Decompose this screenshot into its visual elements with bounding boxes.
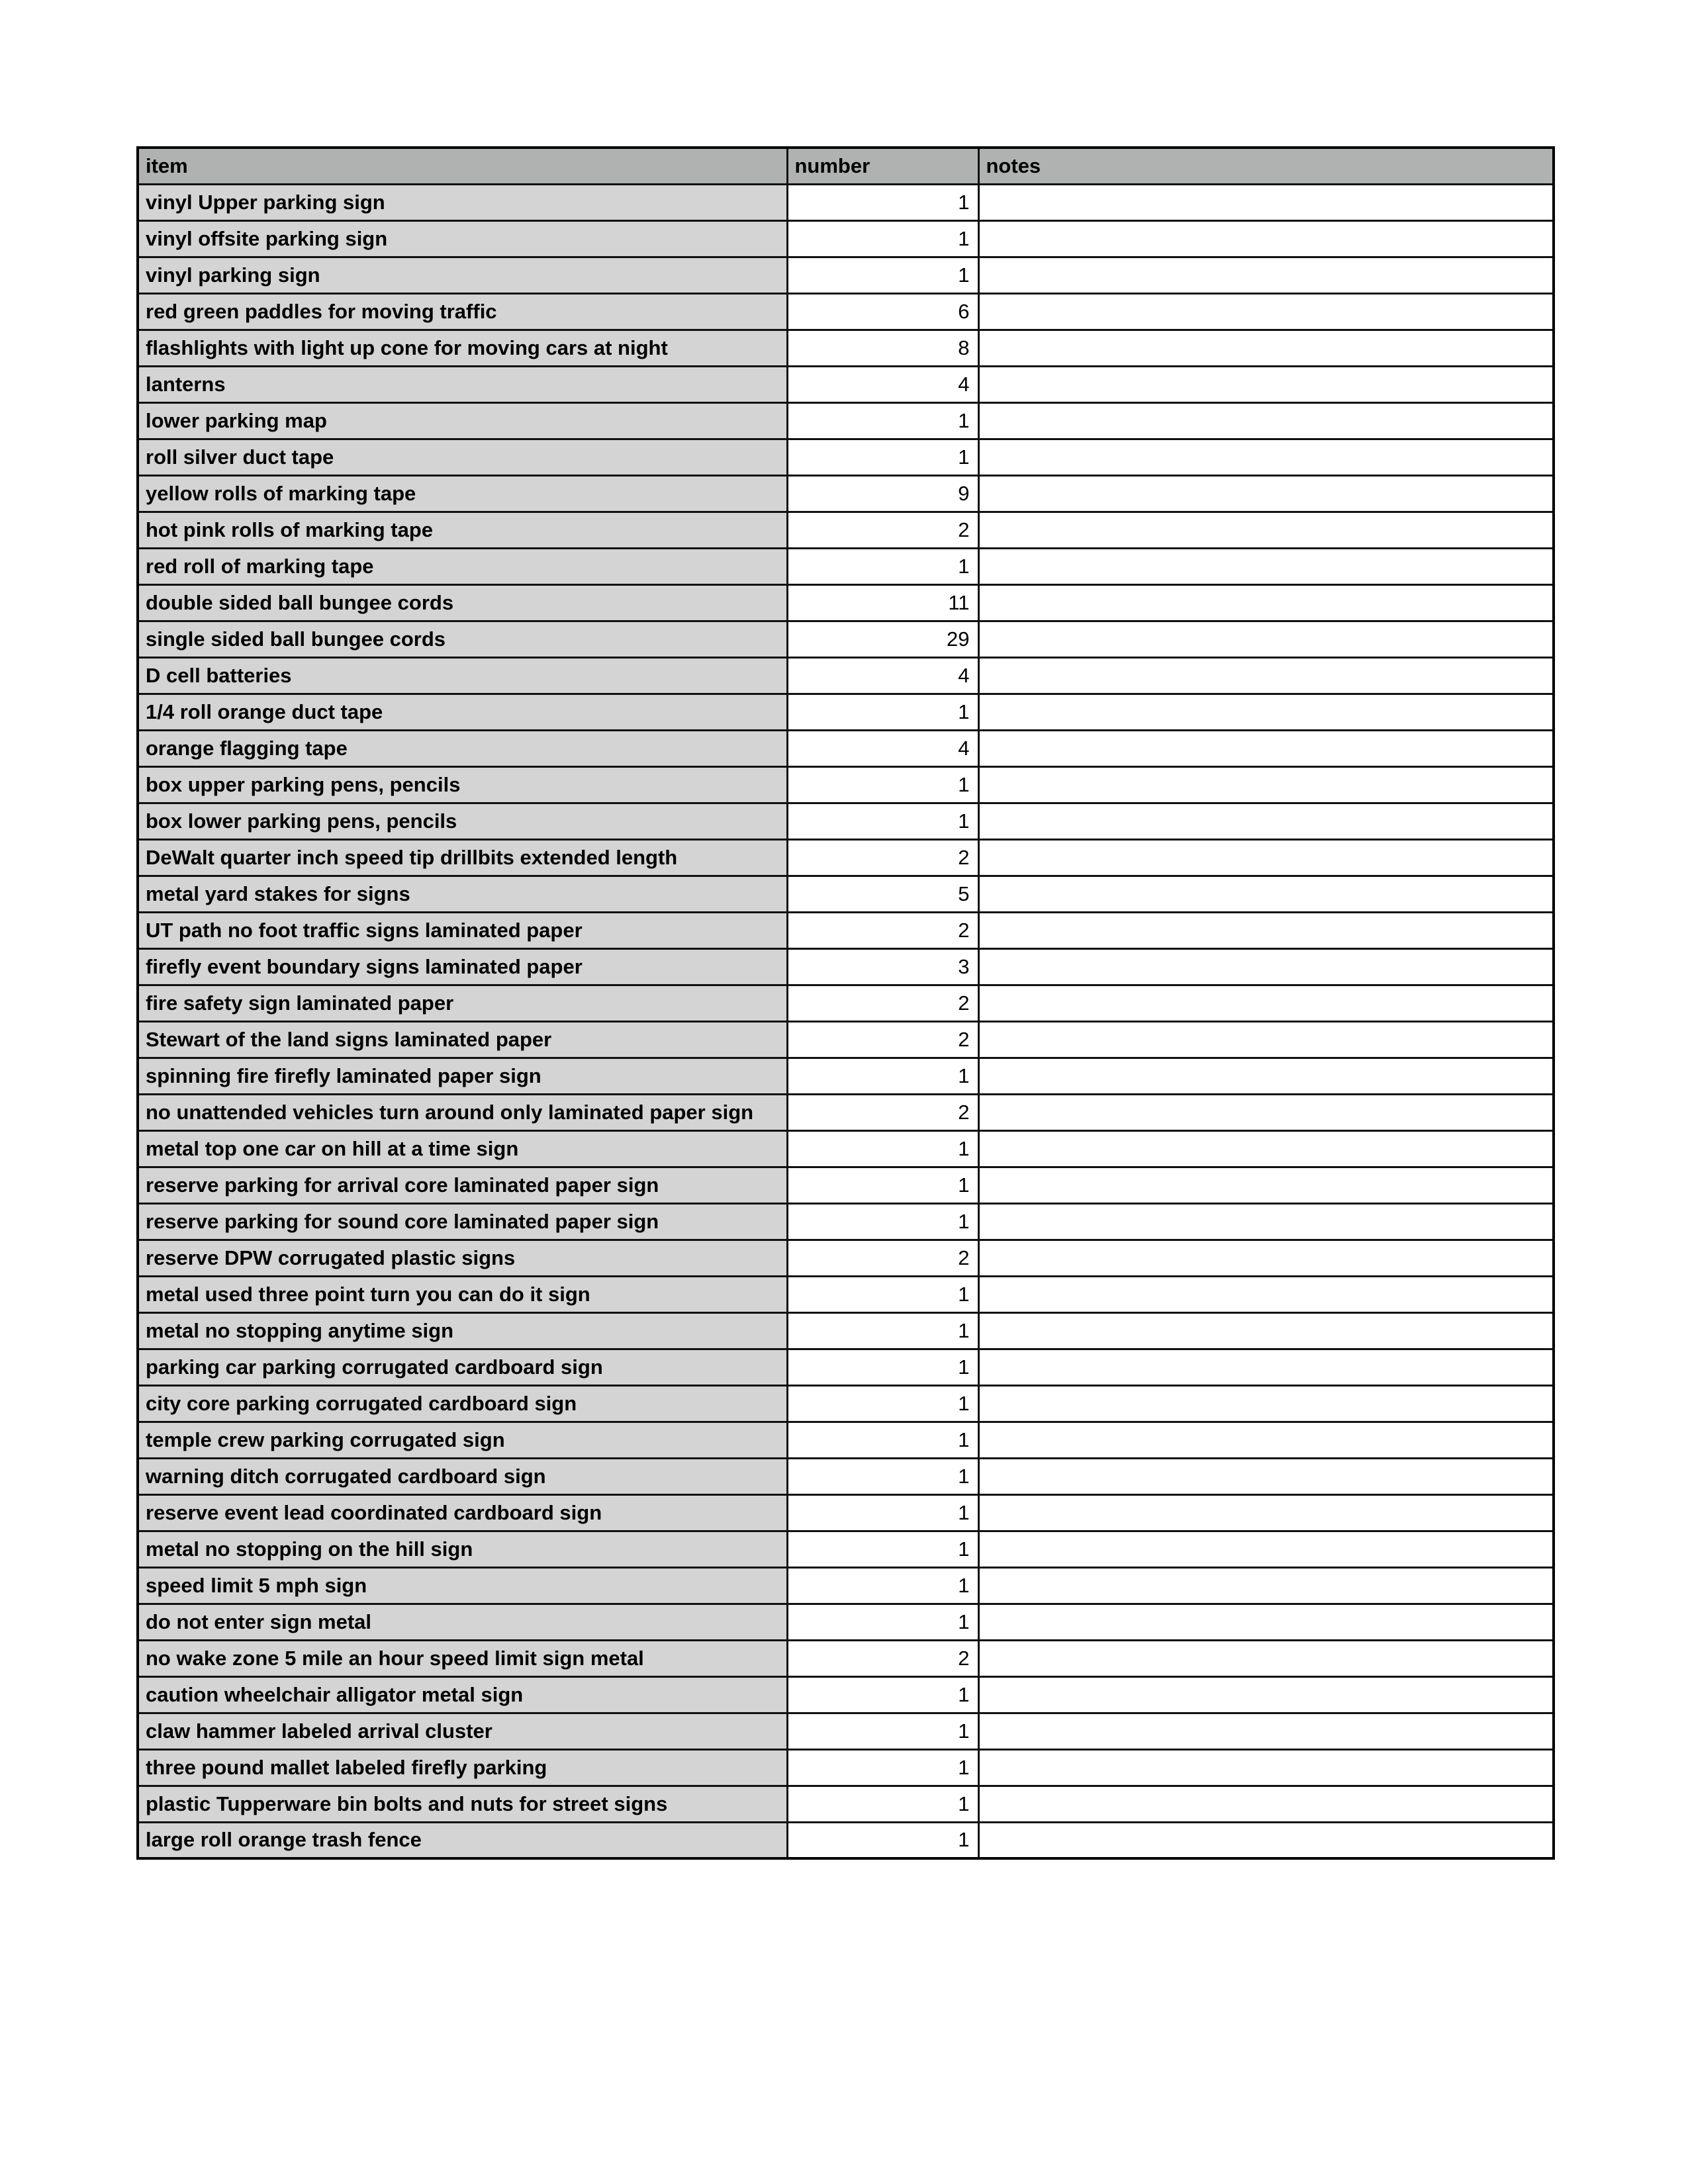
item-cell: three pound mallet labeled firefly parking [138, 1749, 787, 1786]
item-cell: city core parking corrugated cardboard sign [138, 1385, 787, 1422]
number-cell: 1 [787, 1494, 978, 1531]
table-row [138, 257, 1554, 293]
notes-cell [978, 766, 1554, 803]
item-cell: fire safety sign laminated paper [138, 985, 787, 1021]
notes-cell [978, 1167, 1554, 1203]
item-cell: double sided ball bungee cords [138, 584, 787, 621]
table-row [138, 985, 1554, 1021]
table-row [138, 548, 1554, 584]
item-cell: spinning fire firefly laminated paper sign [138, 1058, 787, 1094]
table-row [138, 1494, 1554, 1531]
notes-cell [978, 1203, 1554, 1240]
item-cell: reserve event lead coordinated cardboard sign [138, 1494, 787, 1531]
item-cell: parking car parking corrugated cardboard sign [138, 1349, 787, 1385]
notes-cell [978, 1713, 1554, 1749]
notes-cell [978, 985, 1554, 1021]
item-cell: roll silver duct tape [138, 439, 787, 475]
item-cell: metal no stopping anytime sign [138, 1312, 787, 1349]
number-cell: 2 [787, 985, 978, 1021]
number-cell: 1 [787, 1713, 978, 1749]
notes-cell [978, 730, 1554, 766]
notes-cell [978, 1458, 1554, 1494]
table-body [138, 184, 1554, 1858]
item-cell: orange flagging tape [138, 730, 787, 766]
number-cell: 2 [787, 1240, 978, 1276]
number-cell: 1 [787, 1276, 978, 1312]
notes-cell [978, 1385, 1554, 1422]
table-row [138, 1822, 1554, 1858]
notes-cell [978, 293, 1554, 330]
table-row [138, 1713, 1554, 1749]
notes-cell [978, 1130, 1554, 1167]
item-cell: single sided ball bungee cords [138, 621, 787, 657]
table-row [138, 1240, 1554, 1276]
notes-cell [978, 1676, 1554, 1713]
table-row [138, 1422, 1554, 1458]
item-cell: box lower parking pens, pencils [138, 803, 787, 839]
item-cell: metal no stopping on the hill sign [138, 1531, 787, 1567]
item-cell: lower parking map [138, 402, 787, 439]
number-cell: 8 [787, 330, 978, 366]
table-row [138, 512, 1554, 548]
number-cell: 1 [787, 694, 978, 730]
notes-cell [978, 948, 1554, 985]
table-row [138, 439, 1554, 475]
table-row [138, 839, 1554, 876]
notes-cell [978, 330, 1554, 366]
number-cell: 5 [787, 876, 978, 912]
notes-cell [978, 366, 1554, 402]
item-cell: vinyl offsite parking sign [138, 220, 787, 257]
notes-cell [978, 1604, 1554, 1640]
number-cell: 2 [787, 839, 978, 876]
item-cell: metal top one car on hill at a time sign [138, 1130, 787, 1167]
table-row [138, 1567, 1554, 1604]
table-row [138, 1676, 1554, 1713]
table-row [138, 1276, 1554, 1312]
number-cell: 4 [787, 730, 978, 766]
notes-cell [978, 839, 1554, 876]
item-cell: reserve parking for arrival core laminated paper sign [138, 1167, 787, 1203]
column-header-number: number [787, 148, 978, 184]
number-cell: 1 [787, 1458, 978, 1494]
notes-cell [978, 803, 1554, 839]
notes-cell [978, 220, 1554, 257]
notes-cell [978, 1531, 1554, 1567]
number-cell: 1 [787, 1312, 978, 1349]
notes-cell [978, 512, 1554, 548]
table-row [138, 1786, 1554, 1822]
number-cell: 1 [787, 439, 978, 475]
notes-cell [978, 184, 1554, 220]
notes-cell [978, 402, 1554, 439]
item-cell: metal yard stakes for signs [138, 876, 787, 912]
table-row [138, 1094, 1554, 1130]
table-row [138, 657, 1554, 694]
number-cell: 1 [787, 1167, 978, 1203]
item-cell: box upper parking pens, pencils [138, 766, 787, 803]
notes-cell [978, 1494, 1554, 1531]
item-cell: vinyl parking sign [138, 257, 787, 293]
item-cell: claw hammer labeled arrival cluster [138, 1713, 787, 1749]
number-cell: 1 [787, 220, 978, 257]
item-cell: reserve DPW corrugated plastic signs [138, 1240, 787, 1276]
table-row [138, 766, 1554, 803]
notes-cell [978, 1312, 1554, 1349]
table-row [138, 694, 1554, 730]
number-cell: 2 [787, 1021, 978, 1058]
table-row [138, 1167, 1554, 1203]
item-cell: caution wheelchair alligator metal sign [138, 1676, 787, 1713]
number-cell: 1 [787, 1822, 978, 1858]
inventory-table [136, 146, 1555, 1860]
notes-cell [978, 1094, 1554, 1130]
table-row [138, 402, 1554, 439]
notes-cell [978, 439, 1554, 475]
table-row [138, 1203, 1554, 1240]
number-cell: 2 [787, 1094, 978, 1130]
number-cell: 1 [787, 257, 978, 293]
notes-cell [978, 1640, 1554, 1676]
item-cell: reserve parking for sound core laminated paper sign [138, 1203, 787, 1240]
table-row [138, 730, 1554, 766]
notes-cell [978, 1276, 1554, 1312]
number-cell: 1 [787, 1422, 978, 1458]
number-cell: 1 [787, 766, 978, 803]
item-cell: large roll orange trash fence [138, 1822, 787, 1858]
number-cell: 11 [787, 584, 978, 621]
item-cell: warning ditch corrugated cardboard sign [138, 1458, 787, 1494]
item-cell: firefly event boundary signs laminated paper [138, 948, 787, 985]
table-row [138, 1312, 1554, 1349]
item-cell: temple crew parking corrugated sign [138, 1422, 787, 1458]
number-cell: 1 [787, 1058, 978, 1094]
item-cell: no unattended vehicles turn around only laminated paper sign [138, 1094, 787, 1130]
table-row [138, 330, 1554, 366]
table-row [138, 1385, 1554, 1422]
table-row [138, 1058, 1554, 1094]
notes-cell [978, 1422, 1554, 1458]
notes-cell [978, 876, 1554, 912]
number-cell: 1 [787, 1604, 978, 1640]
header-row [138, 148, 1554, 184]
notes-cell [978, 1240, 1554, 1276]
table-row [138, 948, 1554, 985]
number-cell: 1 [787, 1749, 978, 1786]
table-row [138, 1604, 1554, 1640]
number-cell: 2 [787, 1640, 978, 1676]
number-cell: 1 [787, 1531, 978, 1567]
table-row [138, 1749, 1554, 1786]
table-row [138, 366, 1554, 402]
number-cell: 1 [787, 803, 978, 839]
item-cell: hot pink rolls of marking tape [138, 512, 787, 548]
notes-cell [978, 1021, 1554, 1058]
number-cell: 9 [787, 475, 978, 512]
table-row [138, 1130, 1554, 1167]
notes-cell [978, 1349, 1554, 1385]
notes-cell [978, 694, 1554, 730]
notes-cell [978, 1822, 1554, 1858]
number-cell: 2 [787, 512, 978, 548]
item-cell: speed limit 5 mph sign [138, 1567, 787, 1604]
item-cell: vinyl Upper parking sign [138, 184, 787, 220]
item-cell: plastic Tupperware bin bolts and nuts for street signs [138, 1786, 787, 1822]
number-cell: 1 [787, 1385, 978, 1422]
notes-cell [978, 1749, 1554, 1786]
number-cell: 1 [787, 184, 978, 220]
table-row [138, 475, 1554, 512]
column-header-item: item [138, 148, 787, 184]
table-row [138, 184, 1554, 220]
item-cell: DeWalt quarter inch speed tip drillbits extended length [138, 839, 787, 876]
number-cell: 4 [787, 366, 978, 402]
item-cell: do not enter sign metal [138, 1604, 787, 1640]
number-cell: 1 [787, 548, 978, 584]
item-cell: lanterns [138, 366, 787, 402]
item-cell: red green paddles for moving traffic [138, 293, 787, 330]
number-cell: 1 [787, 1203, 978, 1240]
notes-cell [978, 475, 1554, 512]
number-cell: 6 [787, 293, 978, 330]
table-row [138, 621, 1554, 657]
number-cell: 1 [787, 1786, 978, 1822]
notes-cell [978, 1786, 1554, 1822]
notes-cell [978, 912, 1554, 948]
item-cell: D cell batteries [138, 657, 787, 694]
number-cell: 2 [787, 912, 978, 948]
table-row [138, 1349, 1554, 1385]
item-cell: UT path no foot traffic signs laminated paper [138, 912, 787, 948]
notes-cell [978, 1567, 1554, 1604]
number-cell: 1 [787, 402, 978, 439]
number-cell: 1 [787, 1567, 978, 1604]
table-row [138, 803, 1554, 839]
table-row [138, 293, 1554, 330]
item-cell: 1/4 roll orange duct tape [138, 694, 787, 730]
table-row [138, 584, 1554, 621]
number-cell: 1 [787, 1130, 978, 1167]
number-cell: 29 [787, 621, 978, 657]
item-cell: red roll of marking tape [138, 548, 787, 584]
item-cell: Stewart of the land signs laminated paper [138, 1021, 787, 1058]
item-cell: yellow rolls of marking tape [138, 475, 787, 512]
item-cell: metal used three point turn you can do it sign [138, 1276, 787, 1312]
number-cell: 1 [787, 1349, 978, 1385]
number-cell: 1 [787, 1676, 978, 1713]
table-row [138, 912, 1554, 948]
notes-cell [978, 657, 1554, 694]
table-row [138, 876, 1554, 912]
notes-cell [978, 548, 1554, 584]
notes-cell [978, 257, 1554, 293]
table-row [138, 220, 1554, 257]
table-row [138, 1640, 1554, 1676]
item-cell: flashlights with light up cone for moving cars at night [138, 330, 787, 366]
number-cell: 3 [787, 948, 978, 985]
notes-cell [978, 1058, 1554, 1094]
notes-cell [978, 621, 1554, 657]
column-header-notes: notes [978, 148, 1554, 184]
item-cell: no wake zone 5 mile an hour speed limit sign metal [138, 1640, 787, 1676]
table-row [138, 1458, 1554, 1494]
table-row [138, 1021, 1554, 1058]
number-cell: 4 [787, 657, 978, 694]
notes-cell [978, 584, 1554, 621]
table-row [138, 1531, 1554, 1567]
